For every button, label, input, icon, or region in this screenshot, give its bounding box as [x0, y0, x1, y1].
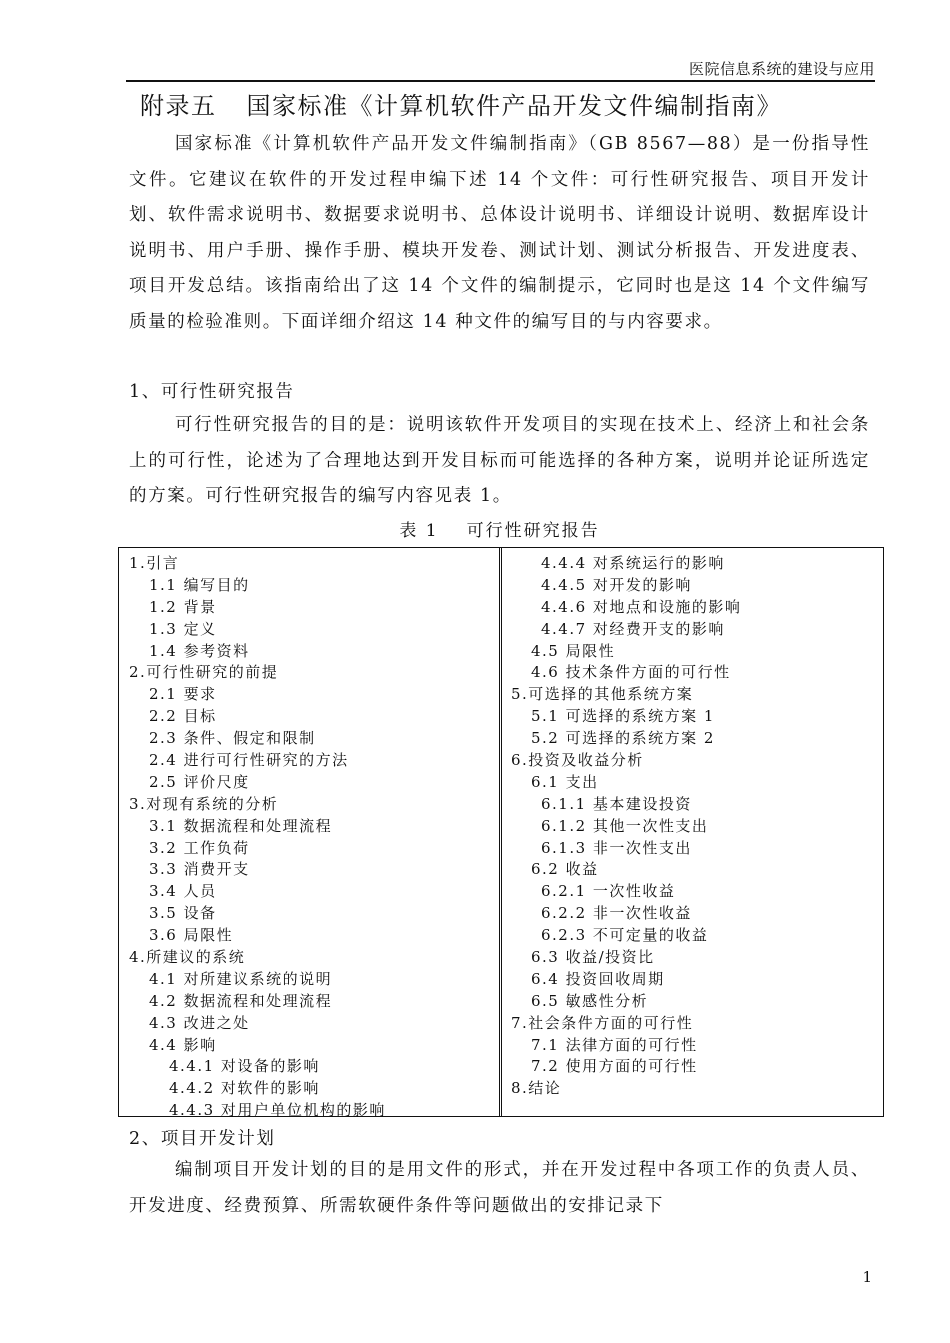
outline-item: 6.2.2 非一次性收益: [541, 904, 692, 923]
section-2-heading: 2、项目开发计划: [129, 1129, 276, 1149]
header-rule: [126, 80, 875, 82]
table-caption-title: 可行性研究报告: [466, 521, 600, 541]
outline-item: 3.3 消费开支: [149, 860, 250, 879]
intro-paragraph: 国家标准《计算机软件产品开发文件编制指南》（GB 8567—88）是一份指导性文件。它建议在软件的开发过程申编下述 14 个文件：可行性研究报告、项目开发计划、软件需求说明书、数据要求说明书、总体设计说明书、详细设计说明、数据库设计说明书、用户手册、操作手册、模块开发卷、测试计划、测试分析报告、开发进度表、项目开发总结。该指南给出了这 14 个文件的编制提示，它同时也是这 14 个文件编写质量的检验准则。下面详细介绍这 14 种文件的编写目的与内容要求。: [129, 134, 870, 332]
outline-item: 6.2.3 不可定量的收益: [541, 926, 709, 945]
outline-item: 3.1 数据流程和处理流程: [149, 816, 333, 835]
outline-item: 1.1 编写目的: [149, 575, 250, 594]
outline-item: 5.1 可选择的系统方案 1: [531, 707, 715, 726]
outline-item: 4.5 局限性: [531, 641, 616, 660]
outline-item: 4.4.1 对设备的影响: [169, 1057, 320, 1076]
outline-item: 5.2 可选择的系统方案 2: [531, 729, 715, 748]
outline-item: 7.1 法律方面的可行性: [531, 1035, 698, 1054]
outline-item: 1.3 定义: [149, 619, 217, 638]
outline-item: 2.3 条件、假定和限制: [149, 729, 316, 748]
section-1-heading: 1、可行性研究报告: [129, 382, 295, 402]
feasibility-report-outline-table: [118, 547, 884, 1120]
outline-item: 2.可行性研究的前提: [129, 663, 279, 682]
outline-item: 6.3 收益/投资比: [531, 948, 655, 967]
outline-item: 4.4.3 对用户单位机构的影响: [169, 1101, 386, 1120]
outline-item: 4.4.2 对软件的影响: [169, 1079, 320, 1098]
outline-item: 3.5 设备: [149, 904, 217, 923]
outline-item: 4.4.5 对开发的影响: [541, 575, 692, 594]
outline-item: 3.2 工作负荷: [149, 838, 250, 857]
outline-item: 8.结论: [511, 1079, 562, 1098]
appendix-label: 附录五: [140, 92, 217, 120]
appendix-title: [140, 88, 880, 124]
outline-item: 6.1.1 基本建设投资: [541, 794, 692, 813]
table-caption-label: 表 1: [399, 521, 439, 541]
outline-item: 3.4 人员: [149, 882, 217, 901]
outline-item: 5.可选择的其他系统方案: [511, 685, 694, 704]
outline-item: 4.所建议的系统: [129, 948, 246, 967]
outline-item: 2.1 要求: [149, 685, 217, 704]
outline-item: 1.2 背景: [149, 597, 217, 616]
page-number: 1: [862, 1268, 872, 1286]
outline-item: 4.4 影响: [149, 1035, 217, 1054]
outline-item: 6.1 支出: [531, 772, 599, 791]
appendix-title-text: 国家标准《计算机软件产品开发文件编制指南》: [246, 92, 782, 120]
outline-item: 2.2 目标: [149, 707, 217, 726]
outline-item: 4.4.6 对地点和设施的影响: [541, 597, 742, 616]
table-caption: [129, 516, 870, 546]
outline-item: 2.4 进行可行性研究的方法: [149, 751, 349, 770]
table-column-divider: [499, 548, 502, 1116]
section-2-paragraph: 编制项目开发计划的目的是用文件的形式，并在开发过程中各项工作的负责人员、开发进度、经费预算、所需软硬件条件等问题做出的安排记录下: [129, 1160, 870, 1216]
outline-right-column: [511, 553, 741, 1100]
outline-item: 6.2.1 一次性收益: [541, 882, 676, 901]
running-header: 医院信息系统的建设与应用: [688, 60, 875, 78]
outline-item: 4.6 技术条件方面的可行性: [531, 663, 731, 682]
outline-item: 4.4.7 对经费开支的影响: [541, 619, 725, 638]
outline-item: 2.5 评价尺度: [149, 772, 250, 791]
outline-item: 6.5 敏感性分析: [531, 991, 649, 1010]
outline-item: 6.1.2 其他一次性支出: [541, 816, 709, 835]
outline-item: 6.4 投资回收周期: [531, 969, 665, 988]
outline-item: 4.3 改进之处: [149, 1013, 250, 1032]
section-1-paragraph: 可行性研究报告的目的是：说明该软件开发项目的实现在技术上、经济上和社会条上的可行性，论述为了合理地达到开发目标而可能选择的各种方案，说明并论证所选定的方案。可行性研究报告的编写内容见表 1。: [129, 415, 870, 506]
outline-item: 7.2 使用方面的可行性: [531, 1057, 698, 1076]
outline-item: 7.社会条件方面的可行性: [511, 1013, 694, 1032]
outline-item: 3.6 局限性: [149, 926, 234, 945]
outline-item: 6.投资及收益分析: [511, 751, 644, 770]
outline-item: 4.2 数据流程和处理流程: [149, 991, 333, 1010]
outline-item: 4.4.4 对系统运行的影响: [541, 554, 725, 572]
outline-item: 3.对现有系统的分析: [129, 794, 279, 813]
outline-item: 1.4 参考资料: [149, 641, 250, 660]
outline-item: 6.1.3 非一次性支出: [541, 838, 692, 857]
outline-left-column: [129, 553, 386, 1122]
outline-item: 6.2 收益: [531, 860, 599, 879]
outline-item: 1.引言: [129, 554, 180, 572]
outline-item: 4.1 对所建议系统的说明: [149, 969, 333, 988]
